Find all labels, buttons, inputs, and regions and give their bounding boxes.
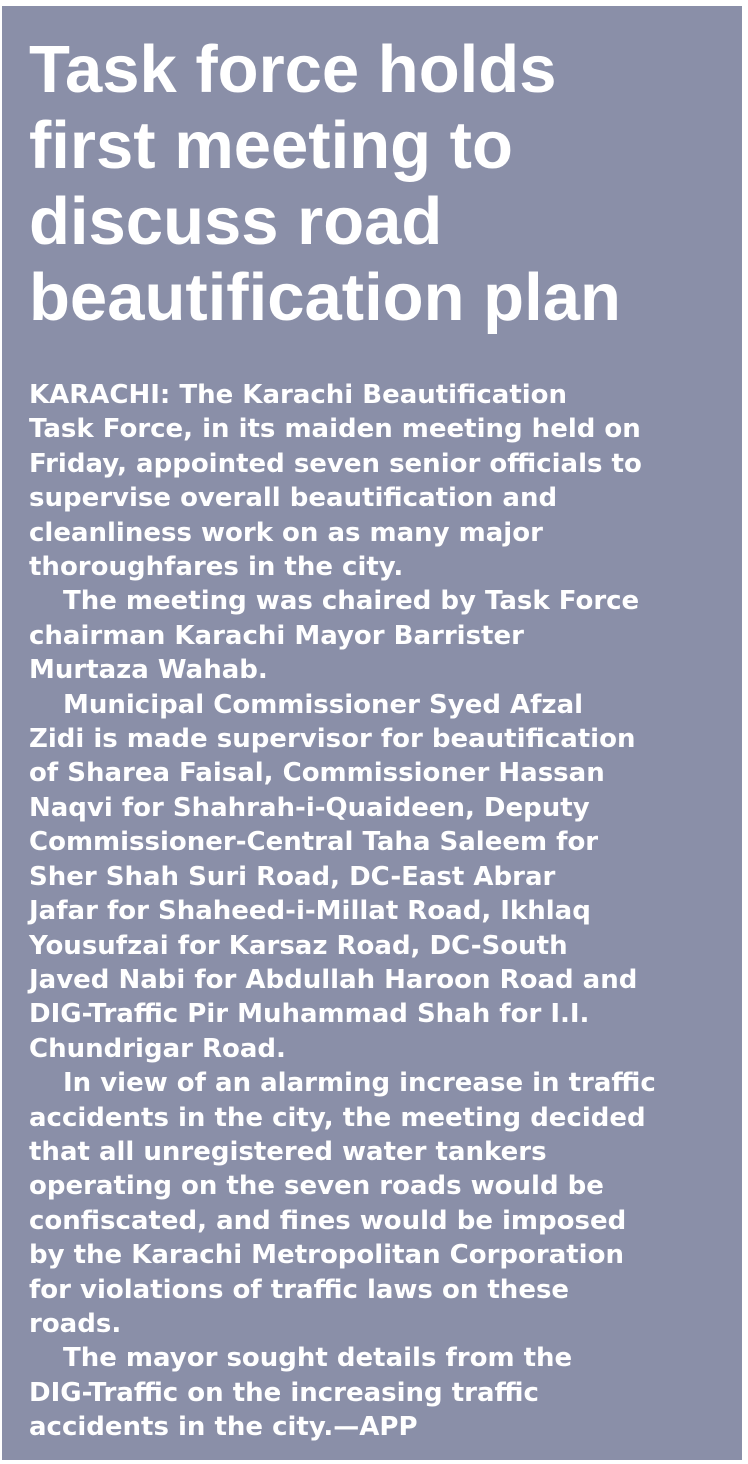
article-headline: Task force holds first meeting to discuss road beautification plan [29, 32, 621, 335]
article-paragraph: The meeting was chaired by Task Force chairman Karachi Mayor Barrister Murtaza Wahab. [29, 586, 640, 686]
article-body [29, 378, 722, 1445]
article-paragraph: Municipal Commissioner Syed Afzal Zidi is made supervisor for beautification of Sharea Faisal, Commissioner Hassan Naqvi for Shahrah-i-Quaideen, Deputy Commissioner-Central Taha Saleem for Sher Shah Suri Road, DC-East Abrar Jafar for Shaheed-i-Millat Road, Ikhlaq Yousufzai for Karsaz Road, DC-South Javed Nabi for Abdullah Haroon Road and DIG-Traffic Pir Muhammad Shah for I.I. Chundrigar Road. [29, 689, 638, 1064]
news-article [2, 6, 742, 1460]
article-paragraph: In view of an alarming increase in traffic accidents in the city, the meeting decided that all unregistered water tankers operating on the seven roads would be confiscated, and fines would be imposed by the Karachi Metropolitan Corporation for violations of traffic laws on these roads. [29, 1068, 656, 1339]
article-paragraph-closing: The mayor sought details from the DIG-Traffic on the increasing traffic accidents in the city.—APP [29, 1343, 573, 1443]
article-paragraph-lead: KARACHI: The Karachi Beautification Task Force, in its maiden meeting held on Friday, appointed seven senior officials to supervise overall beautification and cleanliness work on as many major thoroughfares in the city. [29, 380, 642, 583]
